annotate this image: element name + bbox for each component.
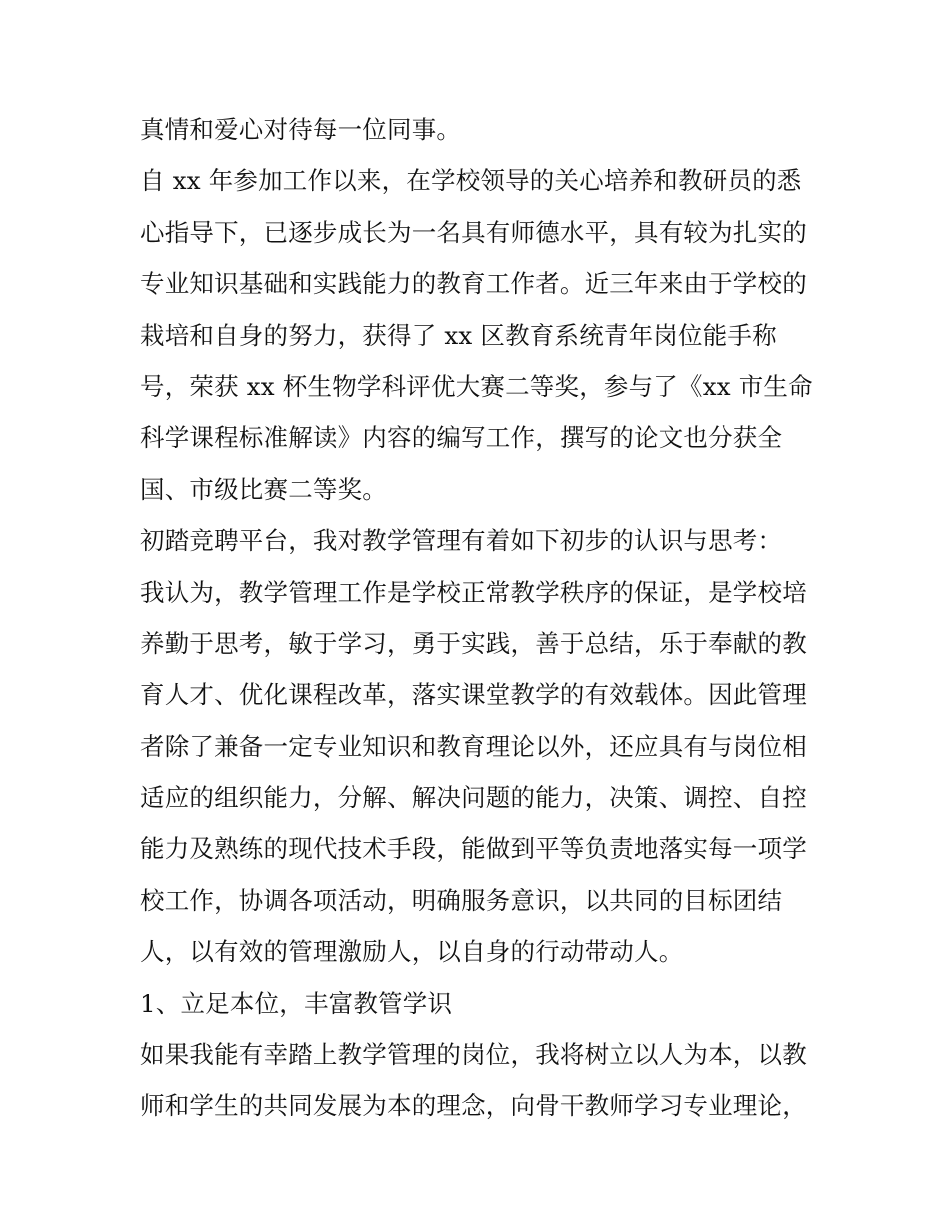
text-line: 栽培和自身的努力，获得了 xx 区教育系统青年岗位能手称 <box>140 320 777 350</box>
text-line: 科学课程标准解读》内容的编写工作，撰写的论文也分获全 <box>140 423 783 453</box>
text-line: 号，荣获 xx 杯生物学科评优大赛二等奖，参与了《xx 市生命 <box>140 371 813 401</box>
text-line: 初踏竞聘平台，我对教学管理有着如下初步的认识与思考： <box>140 526 783 556</box>
text-line: 适应的组织能力，分解、解决问题的能力，决策、调控、自控 <box>140 783 807 813</box>
text-line: 育人才、优化课程改革，落实课堂教学的有效载体。因此管理 <box>140 680 807 710</box>
text-line: 能力及熟练的现代技术手段，能做到平等负责地落实每一项学 <box>140 834 807 864</box>
text-line: 专业知识基础和实践能力的教育工作者。近三年来由于学校的 <box>140 269 807 299</box>
text-line: 者除了兼备一定专业知识和教育理论以外，还应具有与岗位相 <box>140 731 807 761</box>
text-line: 我认为，教学管理工作是学校正常教学秩序的保证，是学校培 <box>140 577 807 607</box>
text-line: 人，以有效的管理激励人，以自身的行动带动人。 <box>140 937 684 967</box>
section-heading: 1、立足本位，丰富教管学识 <box>140 988 453 1018</box>
text-line: 师和学生的共同发展为本的理念，向骨干教师学习专业理论， <box>140 1091 807 1121</box>
text-line: 心指导下，已逐步成长为一名具有师德水平，具有较为扎实的 <box>140 217 807 247</box>
text-line: 国、市级比赛二等奖。 <box>140 474 387 504</box>
text-line: 校工作，协调各项活动，明确服务意识，以共同的目标团结 <box>140 885 783 915</box>
text-line: 如果我能有幸踏上教学管理的岗位，我将树立以人为本，以教 <box>140 1040 807 1070</box>
text-line: 真情和爱心对待每一位同事。 <box>140 115 462 144</box>
text-line: 养勤于思考，敏于学习，勇于实践，善于总结，乐于奉献的教 <box>140 628 807 658</box>
text-line: 自 xx 年参加工作以来，在学校领导的关心培养和教研员的悉 <box>140 166 802 196</box>
document-body <box>140 104 820 1132</box>
